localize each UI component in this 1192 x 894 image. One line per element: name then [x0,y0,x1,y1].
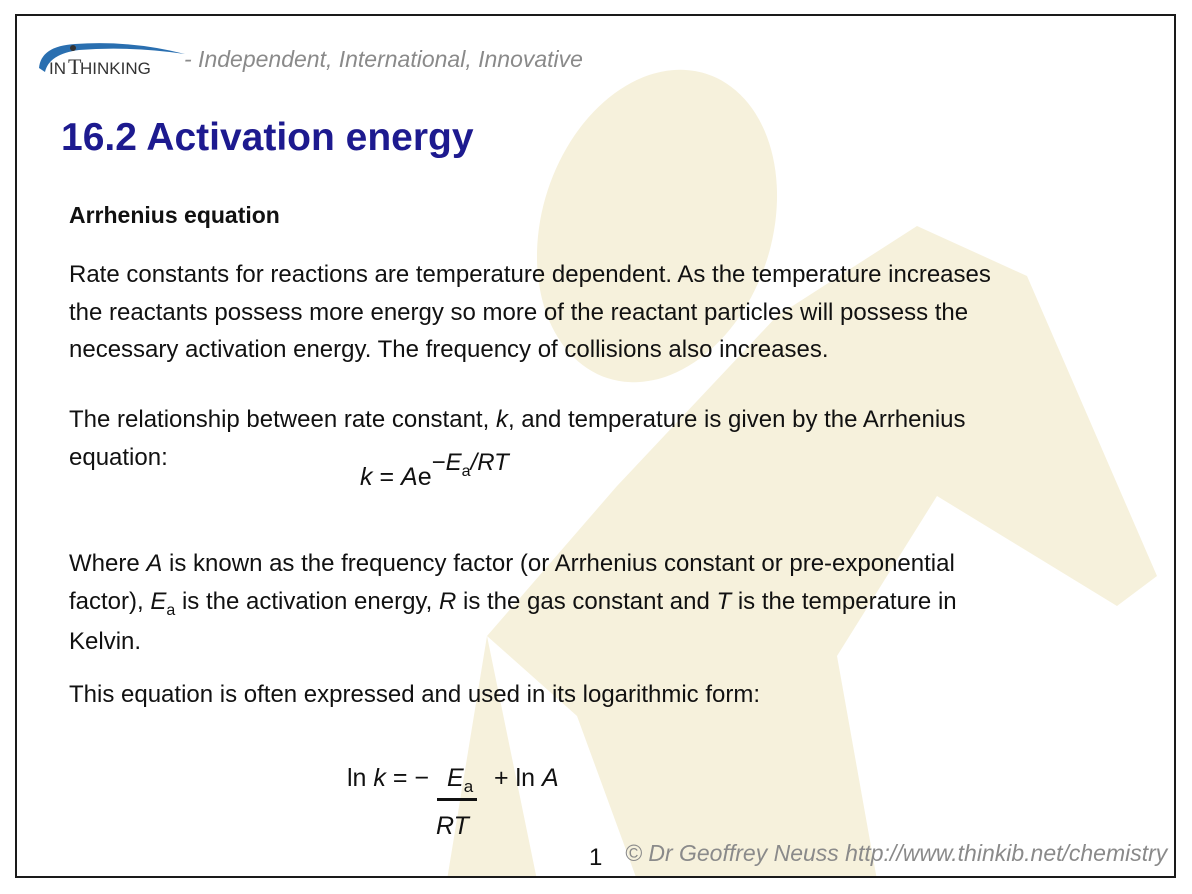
paragraph-line: necessary activation energy. The frequency of collisions also increases. [69,336,829,363]
paragraph-line: equation: [69,443,168,471]
slide-frame [15,14,1176,878]
paragraph-line: the reactants possess more energy so more of the reactant particles will possess the [69,298,969,326]
paragraph-definitions [69,545,957,661]
log-equation-right: + ln A [494,764,559,792]
page-number: 1 [589,844,603,871]
inthinking-logo-icon [35,38,185,78]
paragraph-line: Rate constants for reactions are temperature dependent. As the temperature increases [69,261,991,288]
copyright-notice: © Dr Geoffrey Neuss http://www.thinkib.net/chemistry [625,840,1168,866]
svg-text:IN: IN [49,59,66,78]
page-title: 16.2 Activation energy [61,116,474,159]
fraction-denominator: RT [436,812,469,840]
arrhenius-equation: $k = Ae-E_a/RT$ [360,449,509,491]
svg-text:T: T [68,54,82,78]
paragraph-relationship [69,401,966,476]
svg-text:HINKING: HINKING [80,59,151,78]
paragraph-rate-constants [69,256,991,369]
fraction-bar [437,798,477,801]
paragraph-line: Where A is known as the frequency factor (or Arrhenius constant or pre-exponential [69,550,955,577]
paragraph-log-form: This equation is often expressed and used in its logarithmic form: [69,681,761,708]
fraction-numerator: $E_a$ [447,764,474,796]
paragraph-line: Kelvin. [69,628,142,655]
paragraph-line: factor), $E_a$ is the activation energy, R is the gas constant and T is the temperature in [69,587,957,619]
log-equation-left: ln k = − [347,764,429,792]
section-heading: Arrhenius equation [69,202,280,228]
paragraph-line: The relationship between rate constant, k, and temperature is given by the Arrhenius [69,406,966,433]
tagline: - Independent, International, Innovative [184,46,583,72]
